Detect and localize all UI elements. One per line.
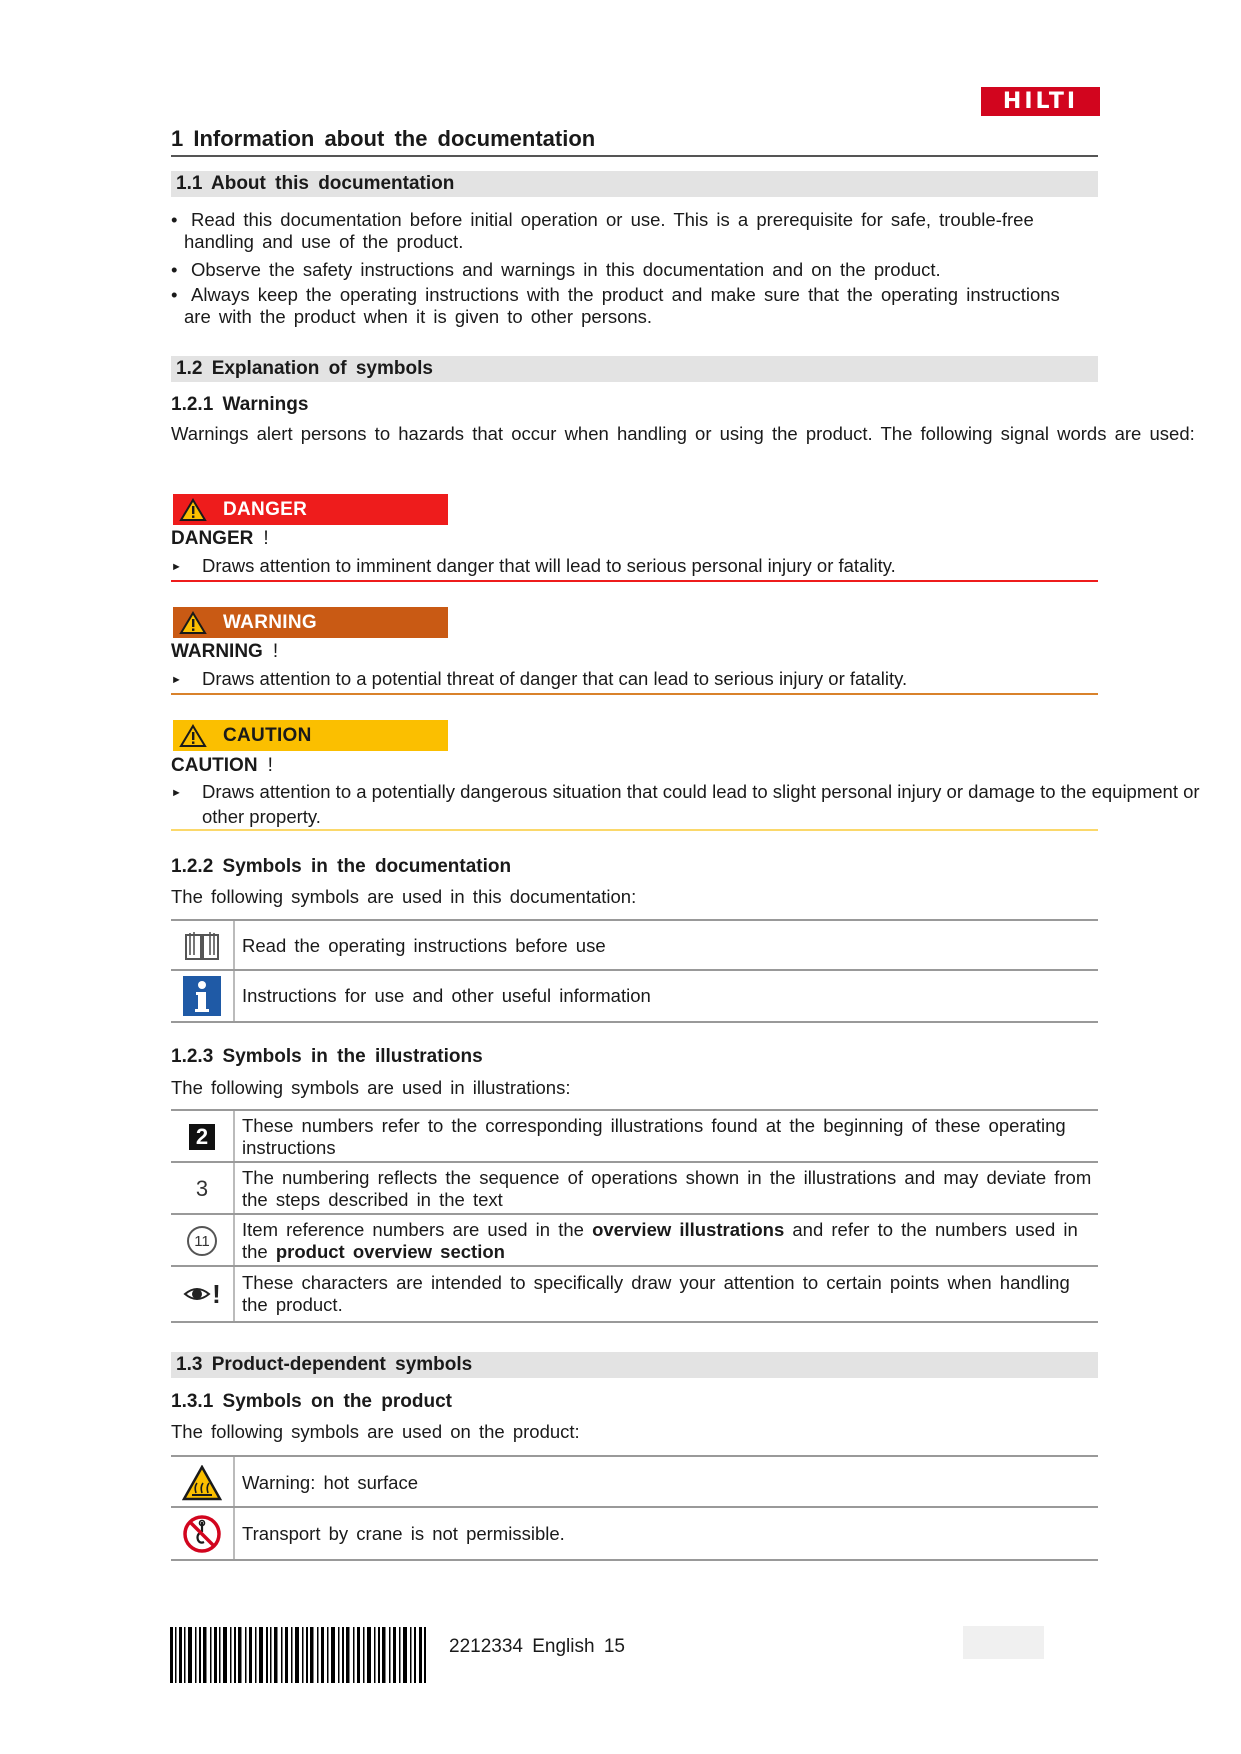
warnings-intro: Warnings alert persons to hazards that occur when handling or using the product. The following signal words are used: xyxy=(171,423,1195,444)
danger-description: ► Draws attention to imminent danger that will lead to serious personal injury or fatality. xyxy=(171,555,896,576)
title-rule xyxy=(171,155,1098,157)
caution-description: ► Draws attention to a potentially dangerous situation that could lead to slight personal injury or damage to the equipment or other property. xyxy=(171,781,1200,827)
warnings-heading: 1.2.1 Warnings xyxy=(171,394,309,415)
illus-symbol-text: Item reference numbers are used in the overview illustrations and refer to the numbers used in the product overview section xyxy=(242,1219,1078,1262)
caution-rule xyxy=(171,829,1098,831)
warning-triangle-icon xyxy=(179,498,207,522)
warning-signal-box: WARNING xyxy=(173,607,448,638)
danger-signal-word: DANGER ! xyxy=(171,528,269,549)
table-row xyxy=(171,1213,1098,1267)
table-row xyxy=(171,969,1098,1023)
table-row xyxy=(171,1506,1098,1561)
caution-signal-box: CAUTION xyxy=(173,720,448,751)
warning-signal-word: WARNING ! xyxy=(171,641,279,662)
product-symbols-table xyxy=(171,1455,1098,1561)
attention-eye-icon: ! xyxy=(183,1279,221,1310)
info-icon xyxy=(183,976,221,1016)
doc-symbols-table xyxy=(171,919,1098,1023)
warning-rule xyxy=(171,693,1098,695)
list-item: • Observe the safety instructions and warnings in this documentation and on the product. xyxy=(171,259,941,280)
page-title: 1 Information about the documentation xyxy=(171,126,596,151)
product-symbol-text: Transport by crane is not permissible. xyxy=(242,1522,565,1544)
section-1-3-header: 1.3 Product-dependent symbols xyxy=(171,1352,1098,1378)
hot-surface-warning-icon xyxy=(182,1465,222,1501)
section-1-1-header: 1.1 About this documentation xyxy=(171,171,1098,197)
doc-symbols-heading: 1.2.2 Symbols in the documentation xyxy=(171,856,512,877)
section-1-2-header: 1.2 Explanation of symbols xyxy=(171,356,1098,382)
danger-signal-box: DANGER xyxy=(173,494,448,525)
product-symbols-heading: 1.3.1 Symbols on the product xyxy=(171,1391,452,1412)
table-row xyxy=(171,919,1098,971)
page-footer: 2212334 English 15 xyxy=(449,1636,625,1657)
danger-rule xyxy=(171,580,1098,582)
caution-signal-word: CAUTION ! xyxy=(171,755,273,776)
step-number-icon: 3 xyxy=(195,1176,209,1201)
illus-symbols-intro: The following symbols are used in illustrations: xyxy=(171,1077,571,1098)
table-row xyxy=(171,1109,1098,1163)
table-row xyxy=(171,1455,1098,1508)
warning-triangle-icon xyxy=(179,724,207,748)
book-icon xyxy=(183,929,221,963)
warning-triangle-icon xyxy=(179,611,207,635)
illus-symbol-text: These numbers refer to the corresponding illustrations found at the beginning of these operating instructions xyxy=(242,1115,1066,1158)
illus-symbols-table xyxy=(171,1109,1098,1325)
barcode-image xyxy=(170,1627,426,1683)
item-reference-icon: 11 xyxy=(187,1226,217,1256)
illus-symbols-heading: 1.2.3 Symbols in the illustrations xyxy=(171,1046,483,1067)
illus-symbol-text: These characters are intended to specifically draw your attention to certain points when handling the product. xyxy=(242,1272,1070,1315)
table-row xyxy=(171,1161,1098,1215)
table-row xyxy=(171,1265,1098,1323)
doc-symbol-text: Read the operating instructions before use xyxy=(242,935,606,956)
illus-symbol-text: The numbering reflects the sequence of operations shown in the illustrations and may deviate from the steps described in the text xyxy=(242,1167,1092,1210)
figure-number-icon: 2 xyxy=(189,1124,215,1150)
footer-grey-box xyxy=(963,1626,1044,1659)
product-symbol-text: Warning: hot surface xyxy=(242,1471,419,1493)
eye-icon xyxy=(183,1284,211,1304)
no-crane-transport-icon xyxy=(182,1514,222,1554)
list-item: • Read this documentation before initial operation or use. This is a prerequisite for safe, trouble-free handling and use of the product. xyxy=(171,209,1034,252)
product-symbols-intro: The following symbols are used on the product: xyxy=(171,1421,580,1442)
list-item: • Always keep the operating instructions with the product and make sure that the operating instructions are with the product when it is given to other persons. xyxy=(171,284,1060,327)
hilti-logo: HILTI xyxy=(981,87,1100,116)
doc-symbols-intro: The following symbols are used in this documentation: xyxy=(171,886,637,907)
doc-symbol-text: Instructions for use and other useful information xyxy=(242,985,651,1006)
warning-description: ► Draws attention to a potential threat of danger that can lead to serious injury or fatality. xyxy=(171,668,908,689)
